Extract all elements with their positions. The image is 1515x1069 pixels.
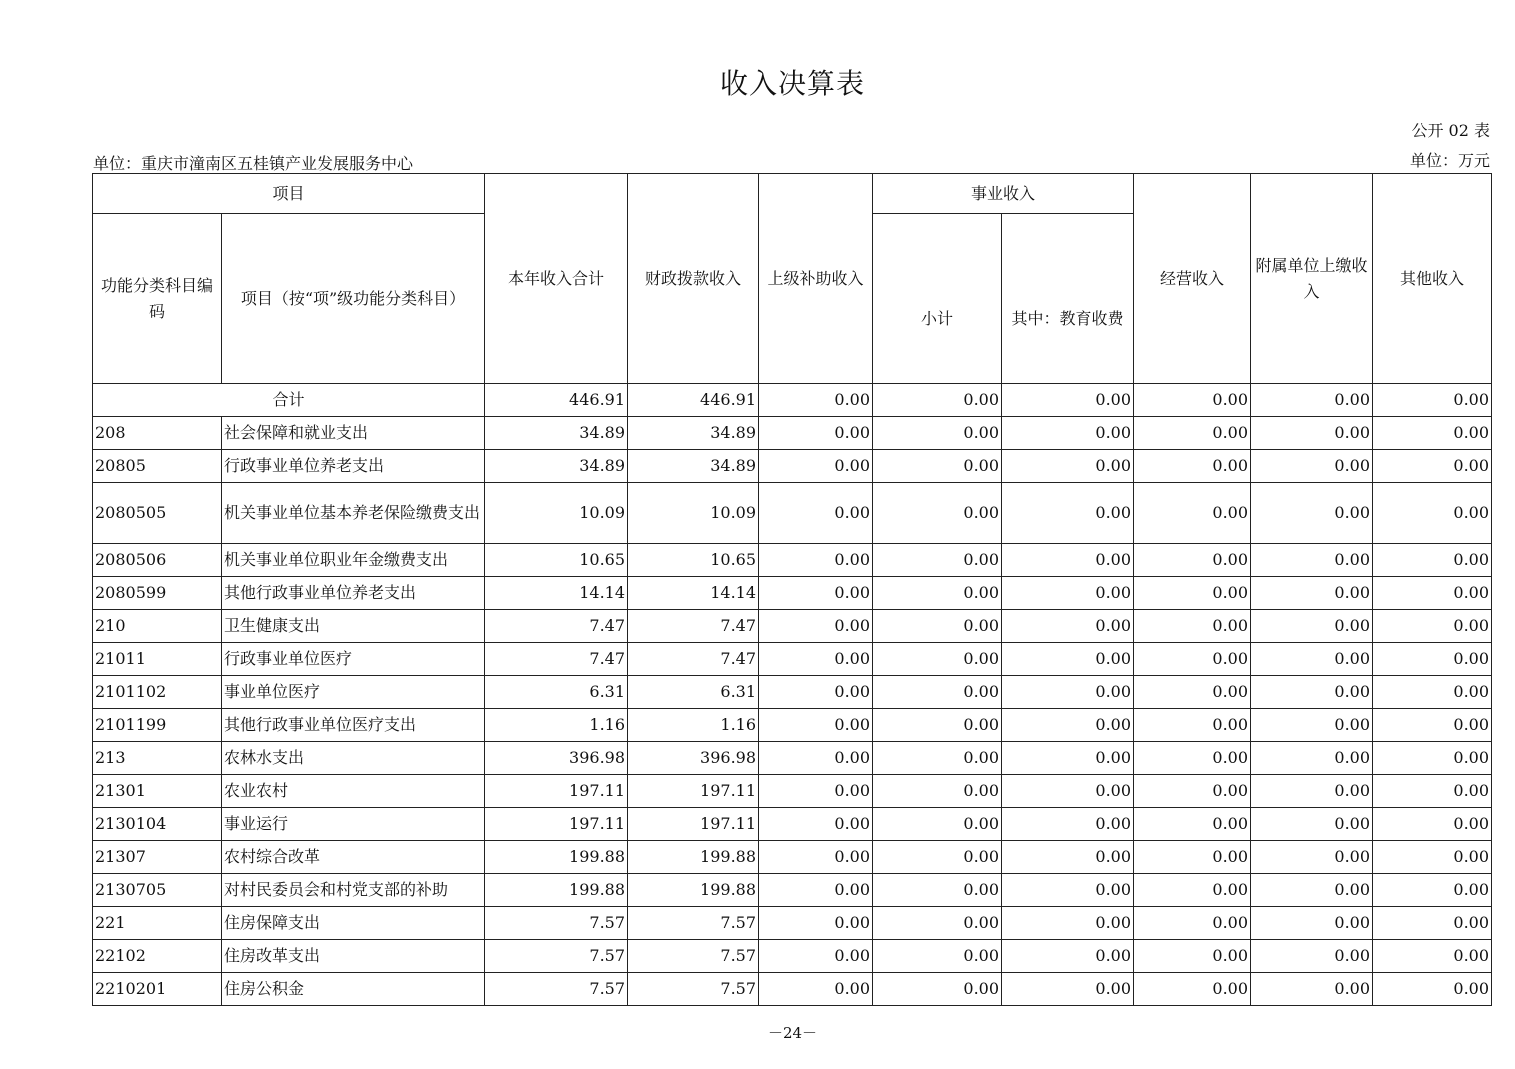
row-value: 0.00 [1373, 841, 1492, 874]
header-affiliated-income: 附属单位上缴收入 [1251, 174, 1373, 384]
table-row [93, 450, 1492, 483]
row-value: 0.00 [1251, 483, 1373, 544]
row-code: 221 [93, 907, 222, 940]
row-value: 0.00 [1373, 808, 1492, 841]
row-value: 0.00 [1251, 907, 1373, 940]
row-value: 0.00 [1373, 643, 1492, 676]
table-row [93, 742, 1492, 775]
row-value: 197.11 [485, 808, 628, 841]
row-value: 0.00 [873, 577, 1002, 610]
row-value: 0.00 [873, 643, 1002, 676]
row-value: 7.57 [628, 973, 759, 1006]
row-code: 2210201 [93, 973, 222, 1006]
row-value: 7.47 [628, 610, 759, 643]
row-value: 7.47 [628, 643, 759, 676]
row-value: 0.00 [1002, 808, 1134, 841]
row-value: 0.00 [873, 775, 1002, 808]
row-value: 10.65 [628, 544, 759, 577]
row-value: 0.00 [759, 874, 873, 907]
row-value: 0.00 [1134, 610, 1251, 643]
row-value: 0.00 [759, 775, 873, 808]
row-value: 0.00 [1134, 973, 1251, 1006]
row-value: 7.57 [485, 907, 628, 940]
header-total-income: 本年收入合计 [485, 174, 628, 384]
row-value: 0.00 [1002, 610, 1134, 643]
row-value: 199.88 [628, 841, 759, 874]
row-value: 396.98 [628, 742, 759, 775]
table-row [93, 577, 1492, 610]
organization-unit: 单位：重庆市潼南区五桂镇产业发展服务中心 [93, 154, 414, 173]
row-value: 1.16 [628, 709, 759, 742]
row-value: 0.00 [1373, 610, 1492, 643]
total-cell: 0.00 [1373, 384, 1492, 417]
row-value: 0.00 [1002, 483, 1134, 544]
row-value: 0.00 [1373, 907, 1492, 940]
row-value: 0.00 [1002, 874, 1134, 907]
row-value: 0.00 [873, 544, 1002, 577]
header-superior-subsidy: 上级补助收入 [759, 174, 873, 384]
income-final-accounts-table [92, 173, 1492, 1006]
row-name: 农林水支出 [222, 742, 485, 775]
row-value: 6.31 [485, 676, 628, 709]
row-value: 0.00 [759, 973, 873, 1006]
row-value: 0.00 [1134, 874, 1251, 907]
row-value: 0.00 [1251, 973, 1373, 1006]
header-project: 项目 [93, 174, 485, 214]
row-value: 7.47 [485, 610, 628, 643]
row-name: 机关事业单位职业年金缴费支出 [222, 544, 485, 577]
header-project-name: 项目（按“项”级功能分类科目） [222, 214, 485, 384]
total-cell: 0.00 [759, 384, 873, 417]
row-value: 0.00 [873, 808, 1002, 841]
row-code: 21011 [93, 643, 222, 676]
table-row [93, 907, 1492, 940]
row-value: 0.00 [759, 709, 873, 742]
table-row [93, 973, 1492, 1006]
row-value: 0.00 [759, 907, 873, 940]
page-title: 收入决算表 [719, 67, 865, 100]
table-number: 公开 02 表 [1411, 121, 1490, 140]
row-value: 0.00 [1002, 907, 1134, 940]
row-code: 208 [93, 417, 222, 450]
row-value: 0.00 [1251, 417, 1373, 450]
row-value: 0.00 [873, 610, 1002, 643]
row-value: 7.47 [485, 643, 628, 676]
row-value: 6.31 [628, 676, 759, 709]
row-name: 住房保障支出 [222, 907, 485, 940]
row-value: 0.00 [1134, 643, 1251, 676]
row-value: 7.57 [628, 940, 759, 973]
row-value: 0.00 [1002, 577, 1134, 610]
row-value: 34.89 [485, 417, 628, 450]
row-value: 0.00 [759, 450, 873, 483]
row-value: 1.16 [485, 709, 628, 742]
row-value: 0.00 [1251, 874, 1373, 907]
row-value: 0.00 [1134, 577, 1251, 610]
table-row [93, 775, 1492, 808]
row-value: 0.00 [759, 610, 873, 643]
row-code: 210 [93, 610, 222, 643]
row-value: 0.00 [1373, 577, 1492, 610]
row-value: 0.00 [759, 742, 873, 775]
row-value: 0.00 [1134, 709, 1251, 742]
row-value: 34.89 [628, 450, 759, 483]
row-name: 卫生健康支出 [222, 610, 485, 643]
row-value: 0.00 [1134, 417, 1251, 450]
row-value: 0.00 [1134, 742, 1251, 775]
row-value: 0.00 [759, 544, 873, 577]
table-row [93, 676, 1492, 709]
currency-unit: 单位：万元 [1409, 151, 1490, 170]
row-value: 0.00 [1134, 907, 1251, 940]
row-value: 0.00 [1002, 742, 1134, 775]
row-value: 0.00 [873, 940, 1002, 973]
row-code: 2080599 [93, 577, 222, 610]
row-value: 0.00 [1002, 417, 1134, 450]
total-label: 合计 [93, 384, 485, 417]
row-value: 0.00 [1251, 940, 1373, 973]
row-value: 0.00 [759, 643, 873, 676]
total-cell: 0.00 [1251, 384, 1373, 417]
row-value: 0.00 [873, 709, 1002, 742]
table-row [93, 709, 1492, 742]
row-value: 0.00 [1373, 775, 1492, 808]
row-value: 0.00 [1002, 676, 1134, 709]
row-value: 0.00 [1002, 450, 1134, 483]
row-value: 0.00 [759, 483, 873, 544]
row-name: 农业农村 [222, 775, 485, 808]
total-cell: 0.00 [873, 384, 1002, 417]
row-code: 22102 [93, 940, 222, 973]
row-value: 0.00 [873, 483, 1002, 544]
row-code: 2130104 [93, 808, 222, 841]
row-name: 农村综合改革 [222, 841, 485, 874]
row-value: 7.57 [628, 907, 759, 940]
row-value: 0.00 [873, 907, 1002, 940]
row-name: 行政事业单位医疗 [222, 643, 485, 676]
row-value: 0.00 [1251, 742, 1373, 775]
row-value: 0.00 [1134, 841, 1251, 874]
table-row [93, 643, 1492, 676]
row-value: 0.00 [1373, 450, 1492, 483]
total-cell: 446.91 [485, 384, 628, 417]
row-code: 2130705 [93, 874, 222, 907]
row-value: 0.00 [1002, 841, 1134, 874]
row-name: 其他行政事业单位医疗支出 [222, 709, 485, 742]
row-value: 0.00 [1373, 940, 1492, 973]
row-value: 0.00 [1373, 417, 1492, 450]
row-name: 住房公积金 [222, 973, 485, 1006]
row-code: 2101199 [93, 709, 222, 742]
row-name: 对村民委员会和村党支部的补助 [222, 874, 485, 907]
row-value: 10.09 [628, 483, 759, 544]
row-name: 住房改革支出 [222, 940, 485, 973]
row-value: 197.11 [628, 775, 759, 808]
row-value: 0.00 [1373, 483, 1492, 544]
row-value: 10.09 [485, 483, 628, 544]
row-value: 10.65 [485, 544, 628, 577]
row-value: 0.00 [1373, 874, 1492, 907]
header-function-code: 功能分类科目编码 [93, 214, 222, 384]
row-value: 0.00 [1002, 940, 1134, 973]
row-value: 0.00 [759, 676, 873, 709]
row-name: 行政事业单位养老支出 [222, 450, 485, 483]
row-value: 7.57 [485, 940, 628, 973]
row-value: 0.00 [1002, 544, 1134, 577]
table-row [93, 610, 1492, 643]
row-code: 213 [93, 742, 222, 775]
row-value: 0.00 [759, 417, 873, 450]
row-value: 0.00 [759, 808, 873, 841]
row-value: 34.89 [628, 417, 759, 450]
row-value: 0.00 [759, 577, 873, 610]
row-name: 其他行政事业单位养老支出 [222, 577, 485, 610]
row-value: 197.11 [628, 808, 759, 841]
row-value: 0.00 [1134, 676, 1251, 709]
row-value: 0.00 [1373, 973, 1492, 1006]
row-value: 0.00 [1251, 577, 1373, 610]
row-value: 199.88 [628, 874, 759, 907]
row-value: 34.89 [485, 450, 628, 483]
table-row [93, 808, 1492, 841]
row-value: 0.00 [873, 874, 1002, 907]
row-value: 0.00 [1002, 709, 1134, 742]
header-fiscal-allocation: 财政拨款收入 [628, 174, 759, 384]
total-cell: 0.00 [1002, 384, 1134, 417]
row-value: 0.00 [1002, 973, 1134, 1006]
row-value: 0.00 [873, 742, 1002, 775]
row-value: 0.00 [1134, 450, 1251, 483]
row-value: 199.88 [485, 841, 628, 874]
row-value: 0.00 [1373, 676, 1492, 709]
row-name: 社会保障和就业支出 [222, 417, 485, 450]
row-value: 0.00 [1373, 709, 1492, 742]
row-value: 0.00 [1134, 775, 1251, 808]
row-name: 事业运行 [222, 808, 485, 841]
row-value: 396.98 [485, 742, 628, 775]
row-value: 0.00 [1002, 643, 1134, 676]
row-value: 0.00 [1251, 709, 1373, 742]
table-row [93, 841, 1492, 874]
table-row [93, 417, 1492, 450]
row-value: 0.00 [1134, 483, 1251, 544]
row-name: 机关事业单位基本养老保险缴费支出 [222, 483, 485, 544]
row-name: 事业单位医疗 [222, 676, 485, 709]
row-code: 2080505 [93, 483, 222, 544]
row-value: 0.00 [873, 841, 1002, 874]
row-code: 20805 [93, 450, 222, 483]
header-operating-income: 经营收入 [1134, 174, 1251, 384]
table-body [93, 384, 1492, 1006]
row-value: 0.00 [1251, 610, 1373, 643]
header-education-fee: 其中：教育收费 [1002, 214, 1134, 384]
row-value: 0.00 [1134, 544, 1251, 577]
row-value: 7.57 [485, 973, 628, 1006]
row-value: 14.14 [485, 577, 628, 610]
row-value: 0.00 [1251, 808, 1373, 841]
table-row [93, 544, 1492, 577]
row-value: 0.00 [873, 676, 1002, 709]
row-value: 197.11 [485, 775, 628, 808]
page-number: －24－ [767, 1024, 818, 1042]
total-cell: 0.00 [1134, 384, 1251, 417]
row-value: 0.00 [873, 417, 1002, 450]
row-value: 0.00 [873, 450, 1002, 483]
row-value: 0.00 [1251, 544, 1373, 577]
table-row [93, 940, 1492, 973]
row-value: 0.00 [759, 940, 873, 973]
row-value: 0.00 [1134, 808, 1251, 841]
row-value: 0.00 [1251, 450, 1373, 483]
table-row [93, 874, 1492, 907]
header-subtotal: 小计 [873, 214, 1002, 384]
row-code: 2101102 [93, 676, 222, 709]
row-value: 14.14 [628, 577, 759, 610]
row-value: 0.00 [759, 841, 873, 874]
row-value: 0.00 [1134, 940, 1251, 973]
total-row [93, 384, 1492, 417]
row-value: 199.88 [485, 874, 628, 907]
row-value: 0.00 [873, 973, 1002, 1006]
row-value: 0.00 [1373, 544, 1492, 577]
header-business-income: 事业收入 [873, 174, 1134, 214]
row-value: 0.00 [1251, 775, 1373, 808]
total-cell: 446.91 [628, 384, 759, 417]
row-value: 0.00 [1002, 775, 1134, 808]
row-code: 21307 [93, 841, 222, 874]
row-value: 0.00 [1373, 742, 1492, 775]
row-value: 0.00 [1251, 676, 1373, 709]
table-row [93, 483, 1492, 544]
row-code: 21301 [93, 775, 222, 808]
row-value: 0.00 [1251, 643, 1373, 676]
header-other-income: 其他收入 [1373, 174, 1492, 384]
row-value: 0.00 [1251, 841, 1373, 874]
row-code: 2080506 [93, 544, 222, 577]
